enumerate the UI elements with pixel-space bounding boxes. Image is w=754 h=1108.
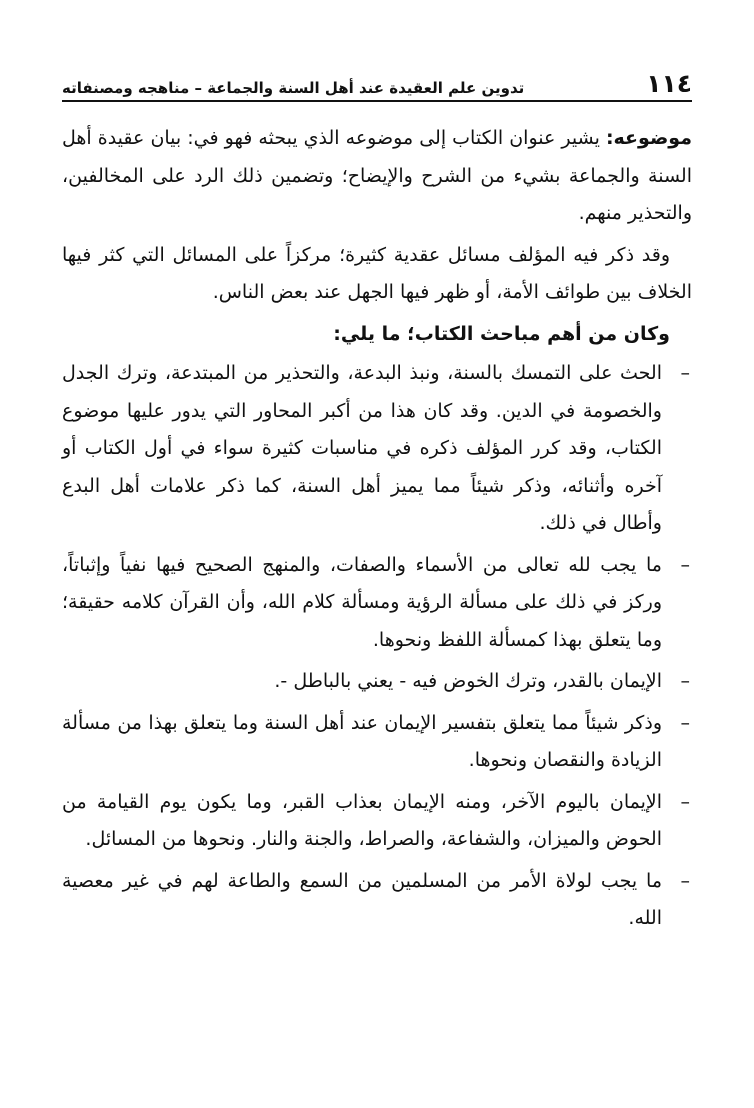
topics-list [62, 355, 692, 938]
paragraph-text: يشير عنوان الكتاب إلى موضوعه الذي يبحثه فهو في: بيان عقيدة أهل السنة والجماعة بشيء من الشرح والإيضاح؛ وتضمين ذلك الرد على المخالفين، والتحذير منهم. [62, 127, 692, 224]
page-number: ١١٤ [646, 69, 692, 98]
page-body [62, 120, 692, 938]
list-item-text: الإيمان بالقدر، وترك الخوض فيه - يعني بالباطل -. [274, 670, 662, 692]
list-item-text: ما يجب لولاة الأمر من المسلمين من السمع والطاعة لهم في غير معصية الله. [62, 869, 662, 929]
list-item-text: الإيمان باليوم الآخر، ومنه الإيمان بعذاب القبر، وما يكون يوم القيامة من الحوض والميزان، والشفاعة، والصراط، والجنة والنار. ونحوها من المسائل. [62, 790, 662, 850]
list-item-text: وذكر شيئاً مما يتعلق بتفسير الإيمان عند أهل السنة وما يتعلق بهذا من مسألة الزيادة والنقصان ونحوها. [62, 711, 662, 771]
dash-marker: – [680, 711, 690, 734]
list-item [62, 663, 692, 701]
list-item-text: الحث على التمسك بالسنة، ونبذ البدعة، والتحذير من المبتدعة، وترك الجدل والخصومة في الدين. وقد كان هذا من أكبر المحاور التي يدور عليها موضوع الكتاب، وقد كرر المؤلف ذكره في مناسبات كثيرة سواء في أول الكتاب أو آخره وأثنائه، وذكر شيئاً مما يميز أهل السنة، كما ذكر علامات أهل البدع وأطال في ذلك. [62, 362, 662, 534]
paragraph-subject [62, 120, 692, 233]
dash-marker: – [680, 869, 690, 892]
page-header [62, 58, 692, 102]
list-item [62, 355, 692, 543]
list-item [62, 863, 692, 938]
section-heading: وكان من أهم مباحث الكتاب؛ ما يلي: [333, 322, 670, 345]
list-item [62, 547, 692, 660]
running-title: تدوين علم العقيدة عند أهل السنة والجماعة – مناهجه ومصنفاته [62, 79, 525, 97]
dash-marker: – [680, 790, 690, 813]
dash-marker: – [680, 670, 690, 692]
list-item [62, 705, 692, 780]
paragraph-lead: موضوعه: [605, 127, 692, 149]
paragraph-issues: وقد ذكر فيه المؤلف مسائل عقدية كثيرة؛ مركزاً على المسائل التي كثر فيها الخلاف بين طوائف الأمة، أو ظهر فيها الجهل عند بعض الناس. [62, 243, 692, 303]
list-item-text: ما يجب لله تعالى من الأسماء والصفات، والمنهج الصحيح فيها نفياً وإثباتاً، وركز في ذلك على مسألة الرؤية ومسألة كلام الله، وأن القرآن كلامه حقيقة؛ وما يتعلق بهذا كمسألة اللفظ ونحوها. [62, 553, 662, 651]
book-page [62, 58, 692, 1068]
list-item [62, 784, 692, 859]
dash-marker: – [680, 362, 690, 384]
dash-marker: – [680, 553, 690, 576]
